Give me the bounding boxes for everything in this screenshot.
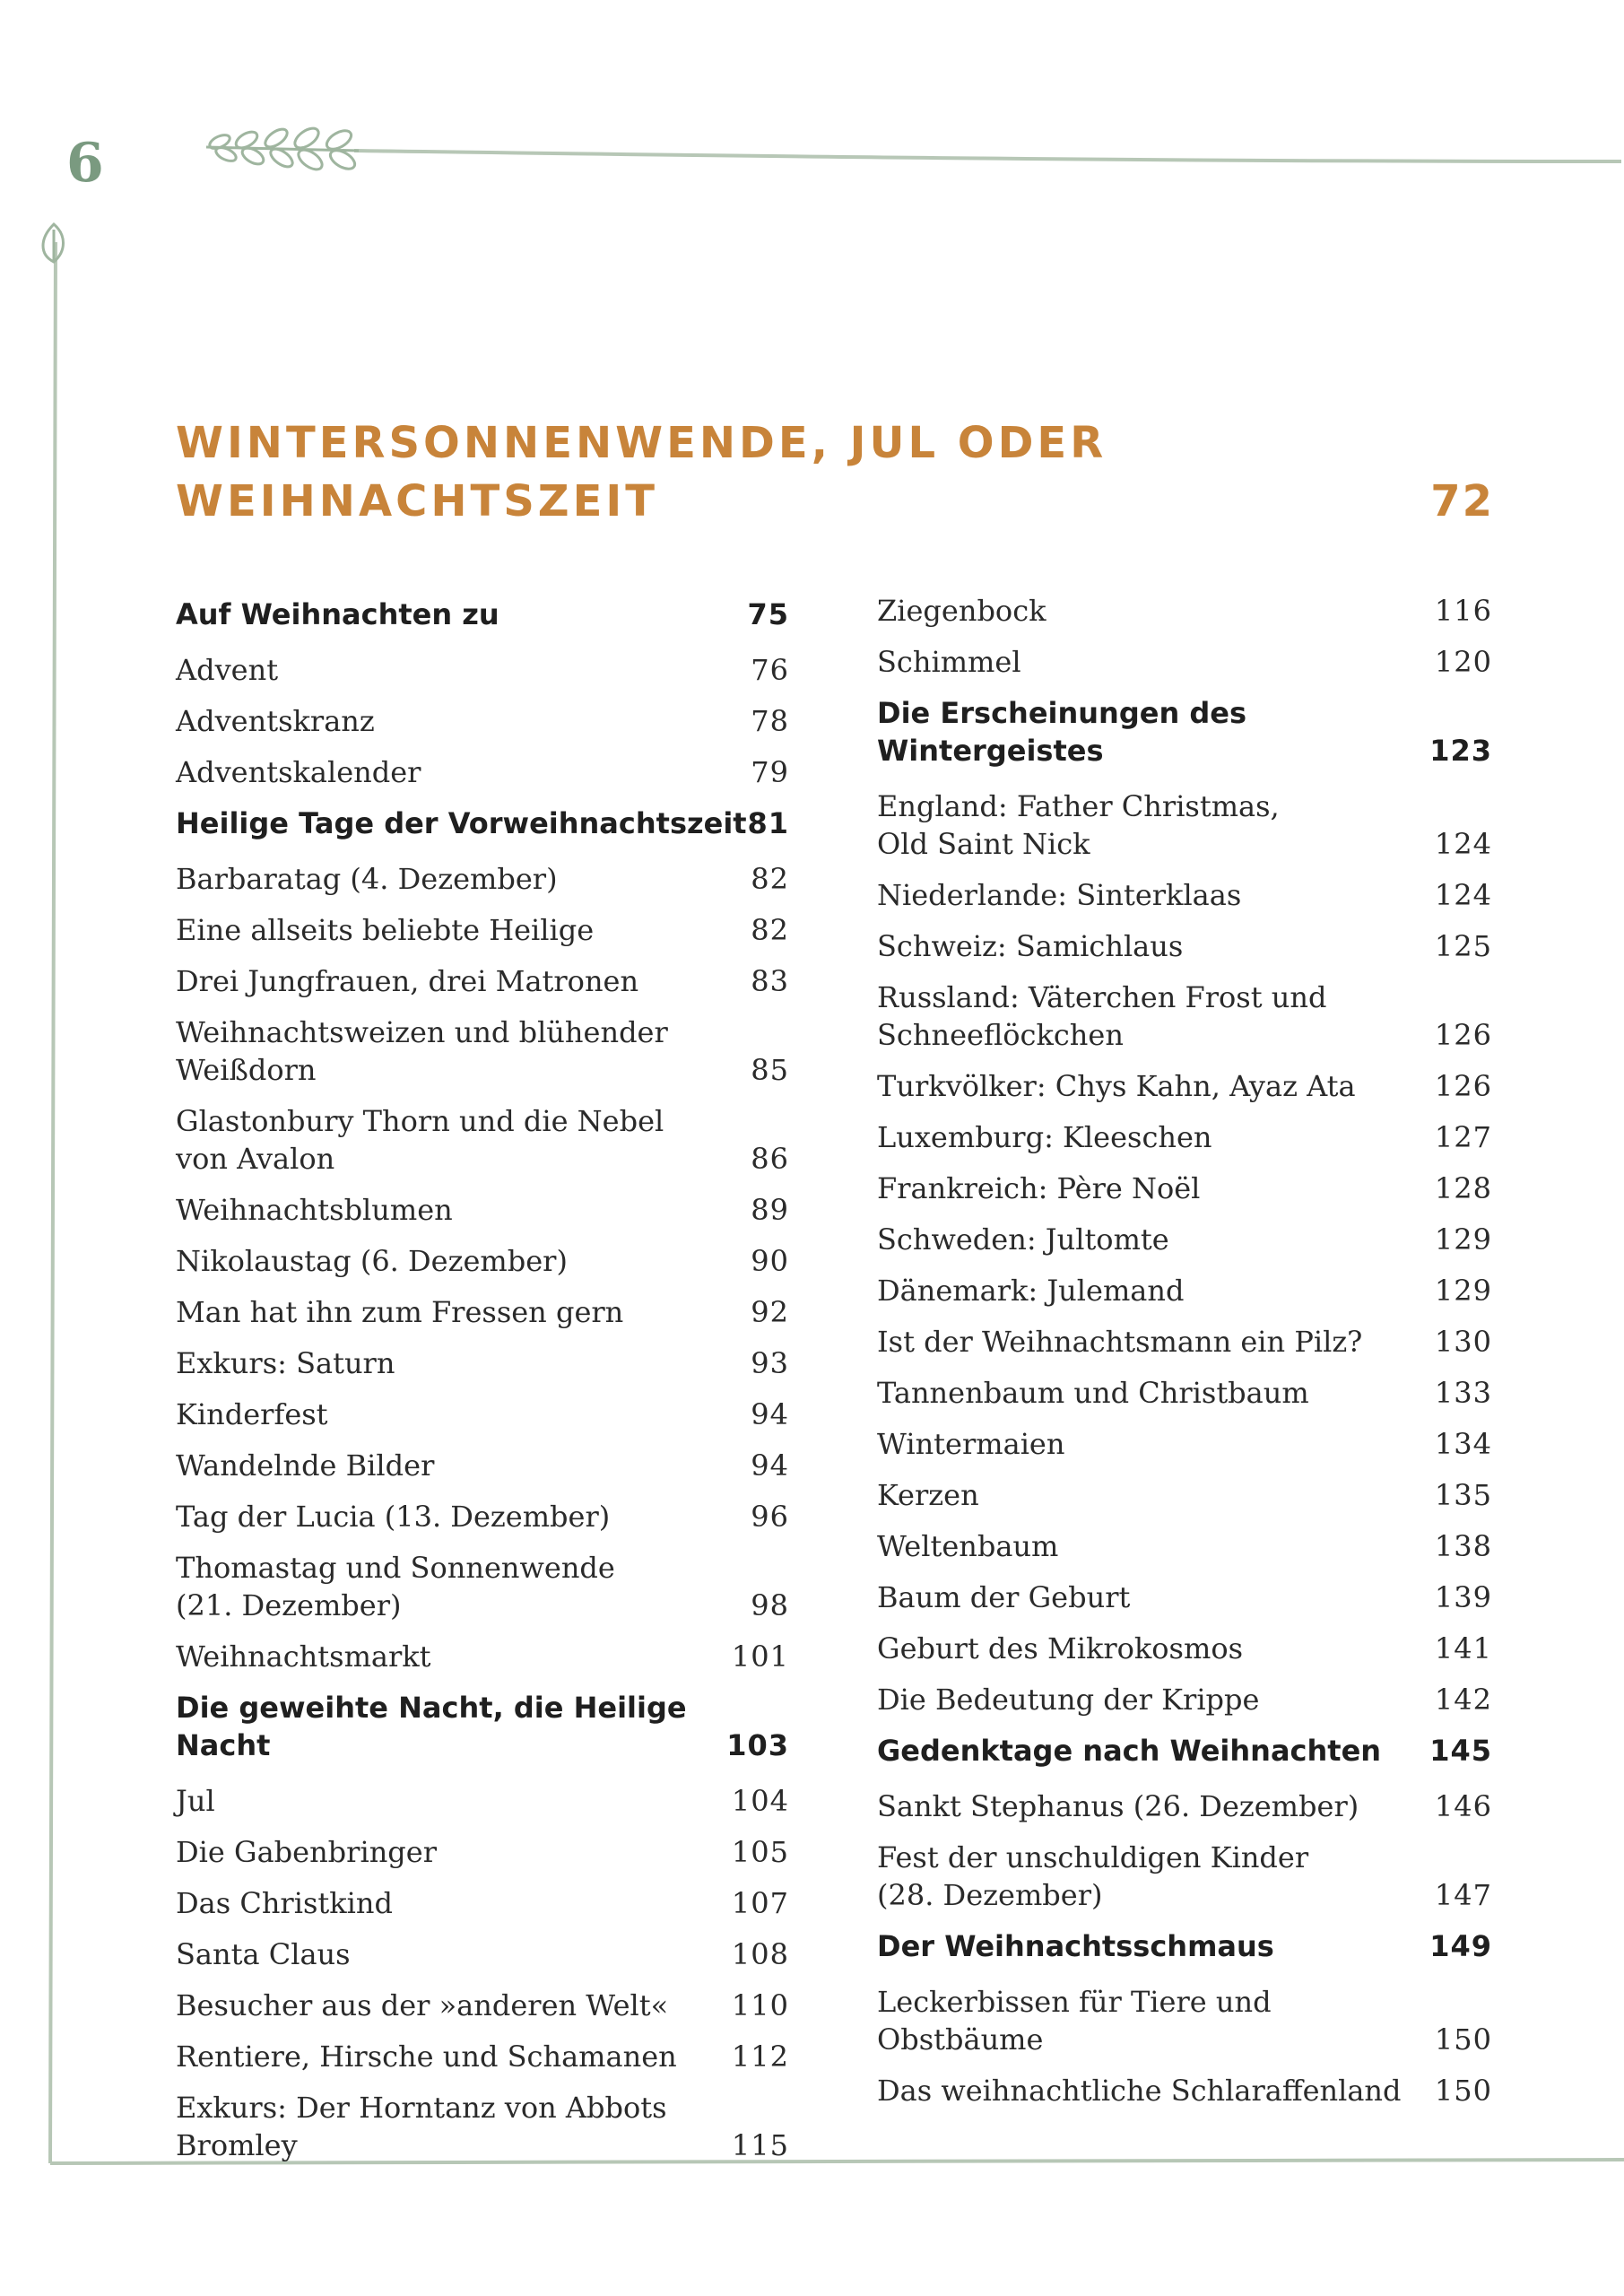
toc-entry-page: 145 [1429,1734,1492,1768]
toc-entry [176,1987,789,2024]
toc-entry-page: 101 [731,1639,789,1674]
toc-entry-title: Exkurs: Saturn [176,1346,395,1380]
toc-entry-page: 116 [1434,594,1492,628]
leaf-icon [43,224,64,262]
toc-section-heading [176,1689,789,1764]
toc-entry [877,1067,1492,1105]
toc-entry-title: Man hat ihn zum Fressen gern [176,1295,624,1329]
toc-entry-page: 85 [751,1053,789,1087]
toc-entry-title: Fest der unschuldigen Kinder (28. Dezember) [877,1840,1309,1912]
toc-entry [877,1527,1492,1565]
toc-entry-title: Weihnachtsmarkt [176,1639,431,1674]
toc-entry [176,1013,789,1089]
toc-entry [176,1102,789,1178]
toc-entry-page: 150 [1434,2022,1492,2057]
toc-entry [877,876,1492,914]
toc-entry-title: Die Bedeutung der Krippe [877,1683,1260,1717]
toc-entry [176,702,789,740]
toc-entry [877,978,1492,1054]
toc-entry [176,1191,789,1229]
toc-right-column [877,592,1492,2123]
toc-entry-title: Ziegenbock [877,594,1046,628]
chapter-title-line-2: WEIHNACHTSZEIT [176,476,658,526]
toc-entry-title: England: Father Christmas, Old Saint Nick [877,789,1280,861]
toc-entry [176,911,789,949]
chapter-title [176,414,1494,531]
toc-left-column [176,592,789,2178]
toc-entry-page: 115 [731,2128,789,2162]
toc-entry-title: Tannenbaum und Christbaum [877,1376,1309,1410]
toc-entry-title: Weihnachtsblumen [176,1193,453,1227]
toc-entry [176,860,789,898]
toc-entry-page: 103 [726,1728,789,1762]
toc-entry [176,1782,789,1820]
toc-entry [877,592,1492,630]
toc-entry-page: 75 [747,597,789,631]
toc-entry-title: Besucher aus der »anderen Welt« [176,1988,669,2022]
toc-section-heading [877,1732,1492,1770]
toc-entry [176,962,789,1000]
toc-entry-title: Geburt des Mikrokosmos [877,1631,1243,1665]
toc-entry [176,753,789,791]
toc-entry-title: Die geweihte Nacht, die Heilige Nacht [176,1691,687,1762]
toc-entry-title: Nikolaustag (6. Dezember) [176,1244,568,1278]
toc-entry-title: Barbaratag (4. Dezember) [176,862,558,896]
toc-entry-title: Russland: Väterchen Frost und Schneeflöckchen [877,980,1327,1052]
toc-entry-page: 110 [731,1988,789,2022]
toc-entry-page: 93 [751,1346,789,1380]
toc-section-heading [176,804,789,842]
toc-entry [877,1272,1492,1309]
toc-entry-title: Schweiz: Samichlaus [877,929,1184,963]
toc-entry [176,1344,789,1382]
toc-entry-page: 133 [1434,1376,1492,1410]
toc-entry-page: 82 [751,913,789,947]
toc-entry [877,1323,1492,1361]
toc-entry-page: 149 [1429,1929,1492,1963]
toc-entry-title: Turkvölker: Chys Kahn, Ayaz Ata [877,1069,1356,1103]
toc-entry [176,1549,789,1624]
toc-section-heading [176,596,789,633]
toc-entry-title: Eine allseits beliebte Heilige [176,913,595,947]
toc-entry-title: Thomastag und Sonnenwende (21. Dezember) [176,1551,615,1622]
toc-entry [877,1630,1492,1667]
toc-entry-page: 124 [1434,878,1492,912]
toc-entry-page: 78 [751,704,789,738]
toc-entry [877,1374,1492,1412]
toc-entry [877,927,1492,965]
toc-entry [176,651,789,689]
toc-entry-title: Schimmel [877,645,1021,679]
toc-entry [877,1118,1492,1156]
toc-entry-page: 126 [1434,1069,1492,1103]
toc-entry-page: 96 [751,1500,789,1534]
toc-entry-page: 89 [751,1193,789,1227]
toc-entry-page: 141 [1434,1631,1492,1665]
toc-entry-page: 125 [1434,929,1492,963]
toc-entry-title: Wandelnde Bilder [176,1448,435,1483]
toc-entry-title: Adventskranz [176,704,375,738]
toc-entry-page: 79 [751,755,789,789]
toc-entry-page: 105 [731,1835,789,1869]
toc-entry-page: 150 [1434,2074,1492,2108]
toc-entry [176,1498,789,1535]
toc-entry-page: 128 [1434,1171,1492,1205]
toc-entry-page: 124 [1434,827,1492,861]
toc-entry-page: 81 [747,806,789,840]
toc-entry-page: 112 [731,2039,789,2074]
chapter-page-number: 72 [1430,476,1494,526]
toc-entry [877,1787,1492,1825]
toc-entry-page: 120 [1434,645,1492,679]
toc-entry [877,2072,1492,2109]
toc-entry-page: 107 [731,1886,789,1920]
chapter-title-line-1: WINTERSONNENWENDE, JUL ODER [176,418,1107,468]
toc-entry-title: Auf Weihnachten zu [176,597,499,631]
toc-entry-title: Heilige Tage der Vorweihnachtszeit [176,806,747,840]
toc-entry-title: Baum der Geburt [877,1580,1131,1614]
toc-entry-title: Wintermaien [877,1427,1065,1461]
toc-entry-page: 123 [1429,734,1492,768]
toc-entry [877,1221,1492,1258]
toc-entry-page: 86 [751,1142,789,1176]
toc-entry-page: 94 [751,1448,789,1483]
toc-entry-title: Weihnachtsweizen und blühender Weißdorn [176,1015,668,1087]
toc-entry [877,1578,1492,1616]
toc-entry-title: Sankt Stephanus (26. Dezember) [877,1789,1359,1823]
toc-entry [176,1638,789,1675]
toc-entry [176,1242,789,1280]
toc-entry-page: 146 [1434,1789,1492,1823]
toc-entry-title: Schweden: Jultomte [877,1222,1169,1257]
toc-entry [176,1396,789,1433]
toc-entry [176,1935,789,1973]
toc-entry-title: Die Gabenbringer [176,1835,438,1869]
toc-entry-page: 134 [1434,1427,1492,1461]
toc-entry-page: 76 [751,653,789,687]
toc-entry-title: Das weihnachtliche Schlaraffenland [877,2074,1402,2108]
toc-entry-page: 147 [1434,1878,1492,1912]
toc-entry-page: 92 [751,1295,789,1329]
toc-entry-page: 138 [1434,1529,1492,1563]
toc-entry-title: Frankreich: Père Noël [877,1171,1201,1205]
toc-entry [176,1833,789,1871]
toc-entry-page: 139 [1434,1580,1492,1614]
toc-entry-title: Exkurs: Der Horntanz von Abbots Bromley [176,2091,667,2162]
toc-entry-title: Drei Jungfrauen, drei Matronen [176,964,639,998]
toc-entry [877,1839,1492,1914]
toc-entry-title: Rentiere, Hirsche und Schamanen [176,2039,677,2074]
toc-entry [877,1983,1492,2058]
toc-entry-title: Niederlande: Sinterklaas [877,878,1242,912]
toc-entry [877,787,1492,863]
toc-entry-title: Santa Claus [176,1937,351,1971]
toc-entry-page: 98 [751,1588,789,1622]
toc-entry-title: Luxemburg: Kleeschen [877,1120,1212,1154]
toc-entry-title: Leckerbissen für Tiere und Obstbäume [877,1985,1272,2057]
toc-section-heading [877,694,1492,770]
toc-entry-title: Das Christkind [176,1886,393,1920]
toc-entry-title: Ist der Weihnachtsmann ein Pilz? [877,1325,1363,1359]
toc-entry [176,2038,789,2075]
toc-entry-page: 104 [731,1784,789,1818]
toc-entry-page: 142 [1434,1683,1492,1717]
toc-entry-page: 130 [1434,1325,1492,1359]
toc-entry-title: Dänemark: Julemand [877,1274,1185,1308]
toc-entry-page: 129 [1434,1274,1492,1308]
toc-entry-title: Weltenbaum [877,1529,1059,1563]
toc-entry [176,1884,789,1922]
toc-entry-title: Der Weihnachtsschmaus [877,1929,1274,1963]
branch-ornament-icon [206,125,359,173]
toc-entry-page: 127 [1434,1120,1492,1154]
toc-entry [176,2089,789,2164]
toc-entry [877,1170,1492,1207]
toc-entry-title: Advent [176,653,279,687]
toc-entry-page: 94 [751,1397,789,1431]
toc-entry-title: Glastonbury Thorn und die Nebel von Avalon [176,1104,664,1176]
toc-entry-page: 126 [1434,1018,1492,1052]
toc-entry-title: Kinderfest [176,1397,328,1431]
toc-entry-title: Tag der Lucia (13. Dezember) [176,1500,611,1534]
toc-entry-title: Die Erscheinungen des Wintergeistes [877,696,1247,768]
toc-entry-title: Adventskalender [176,755,421,789]
toc-entry-title: Gedenktage nach Weihnachten [877,1734,1382,1768]
toc-entry-page: 135 [1434,1478,1492,1512]
toc-entry [877,1425,1492,1463]
toc-entry [176,1293,789,1331]
toc-entry-page: 82 [751,862,789,896]
toc-entry-page: 129 [1434,1222,1492,1257]
toc-entry [877,1681,1492,1718]
toc-entry-page: 108 [731,1937,789,1971]
toc-entry-title: Kerzen [877,1478,979,1512]
toc-entry [877,643,1492,681]
toc-entry-title: Jul [176,1784,215,1818]
toc-section-heading [877,1927,1492,1965]
page-number: 6 [66,132,104,195]
toc-entry [877,1476,1492,1514]
toc-entry-page: 90 [751,1244,789,1278]
toc-entry-page: 83 [751,964,789,998]
toc-entry [176,1447,789,1484]
